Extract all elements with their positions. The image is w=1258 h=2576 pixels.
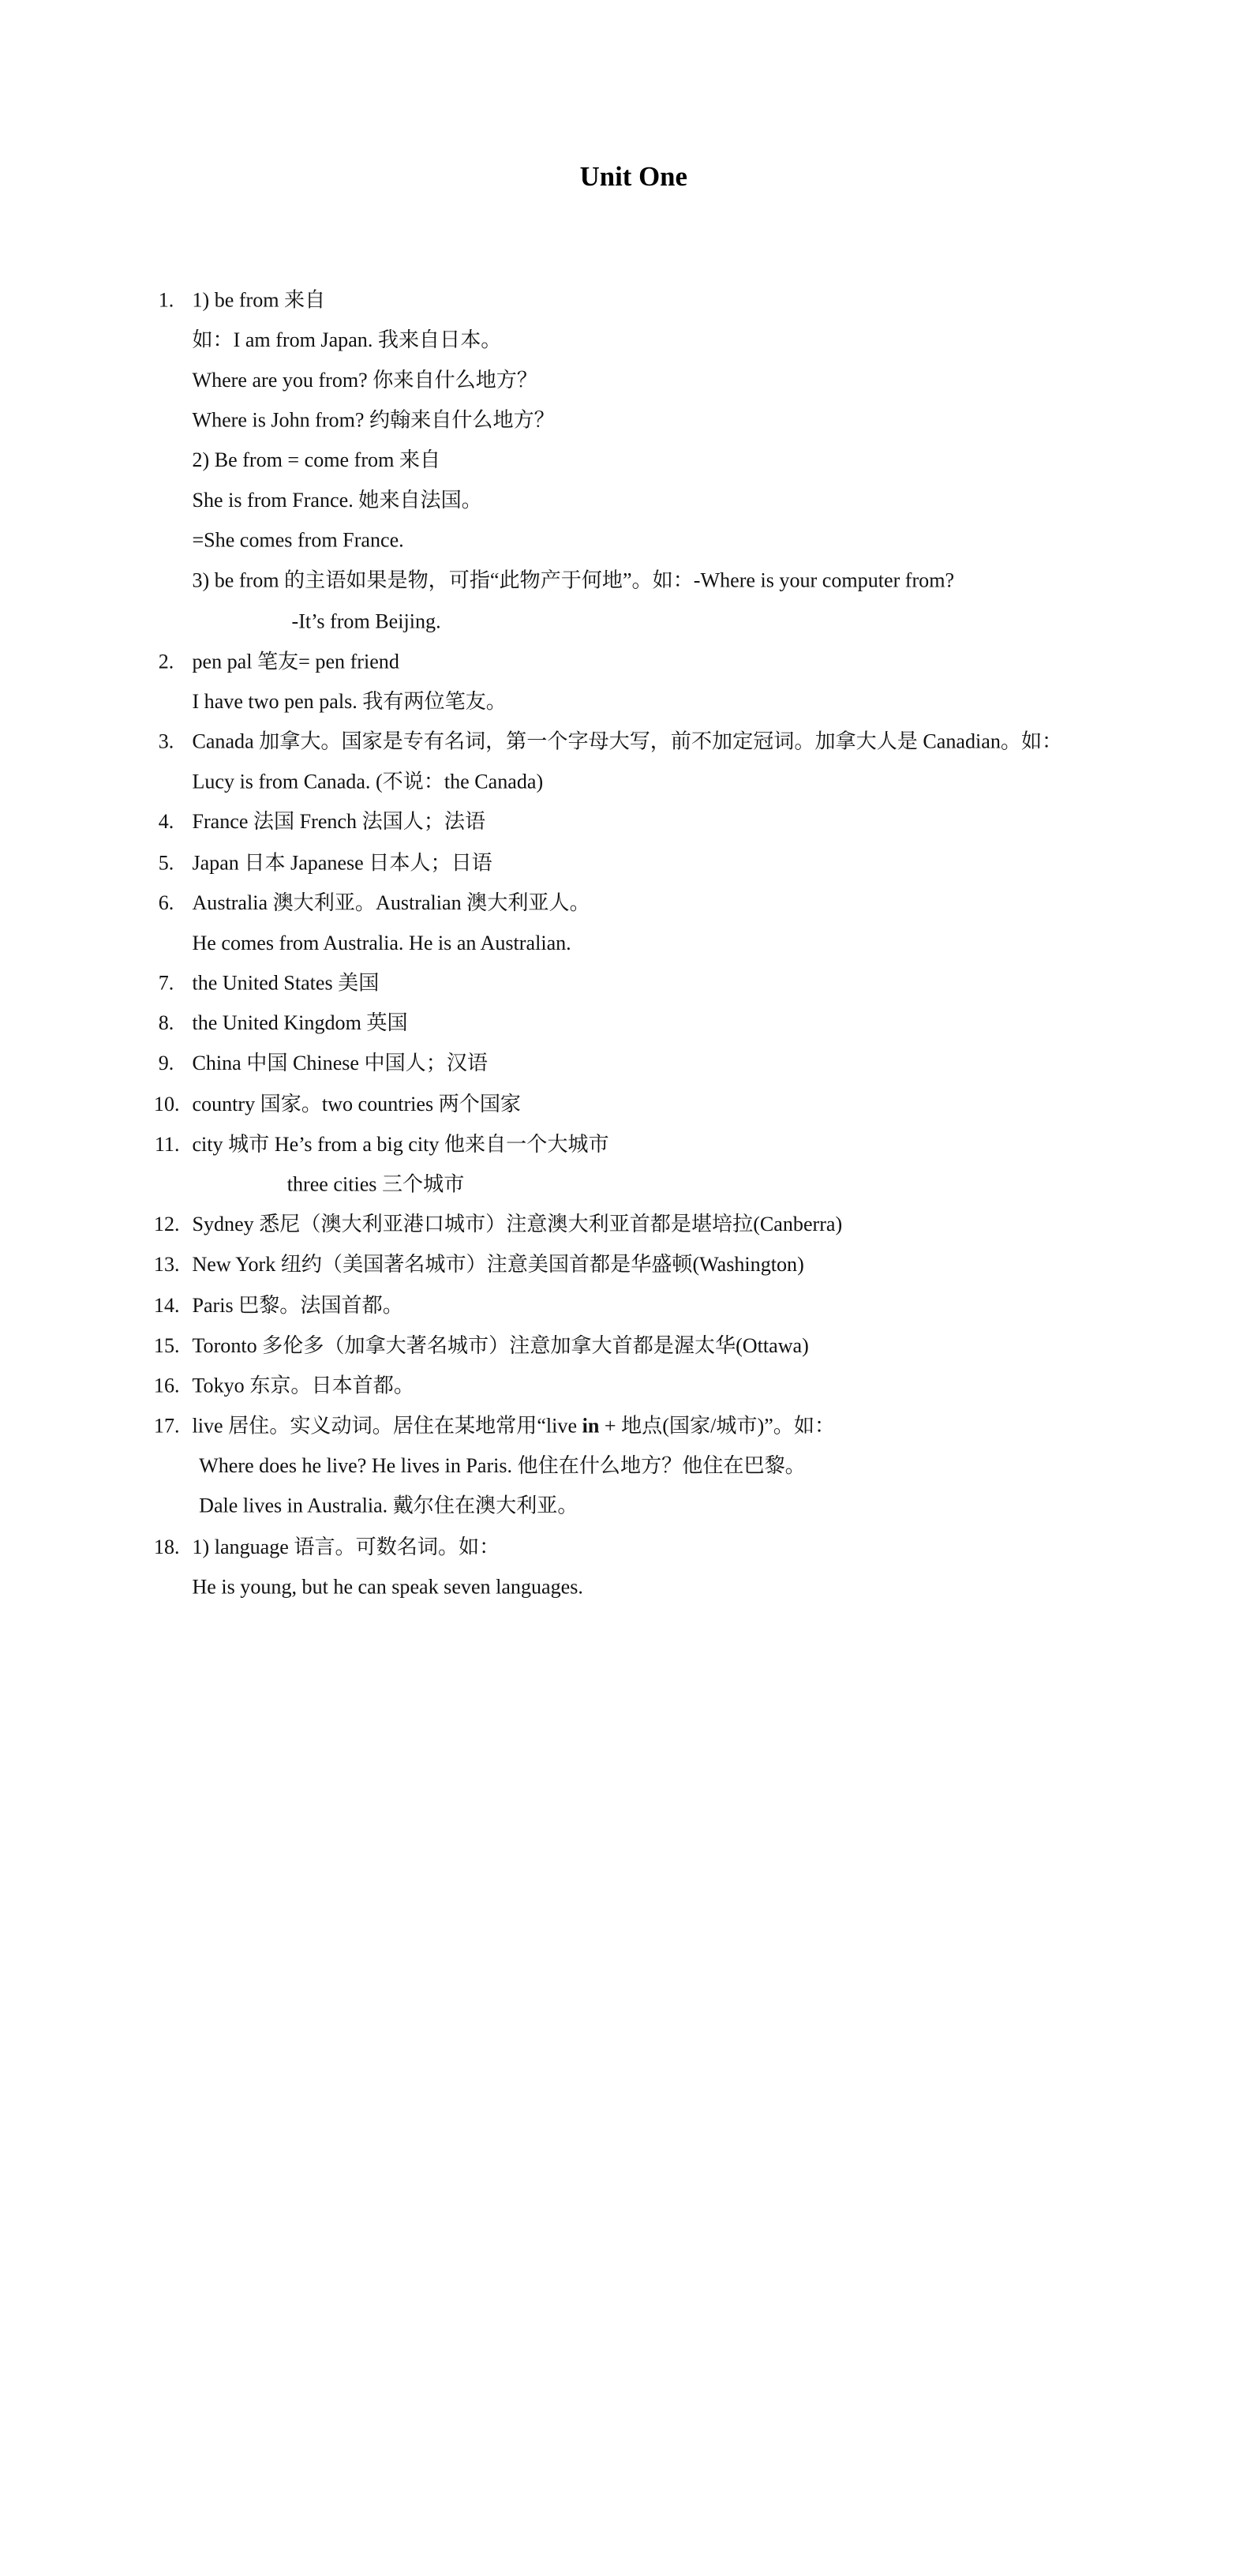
item-line: He comes from Australia. He is an Australian.: [192, 931, 571, 954]
item-number: 1.: [158, 288, 174, 312]
item-line: Tokyo 东京。日本首都。: [192, 1374, 414, 1397]
item-number: 16.: [153, 1374, 180, 1397]
item-number: 3.: [158, 729, 174, 753]
item-line: pen pal 笔友= pen friend: [192, 650, 399, 673]
item-line: Lucy is from Canada. (不说：the Canada): [192, 770, 544, 793]
item-line: 2) Be from = come from 来自: [192, 448, 441, 472]
item-line: Where are you from? 你来自什么地方？: [192, 368, 537, 392]
item-number: 7.: [158, 971, 174, 995]
item-number: 8.: [158, 1011, 174, 1034]
item-line: France 法国 French 法国人；法语: [192, 809, 486, 833]
item-line: 3) be from 的主语如果是物，可指“此物产于何地”。如：-Where is your computer from?: [192, 568, 955, 592]
item-line: Sydney 悉尼（澳大利亚港口城市）注意澳大利亚首都是堪培拉(Canberra): [192, 1213, 843, 1236]
item-line: Canada 加拿大。国家是专有名词，第一个字母大写，前不加定冠词。加拿大人是 Canadian。如：: [192, 729, 1063, 753]
item-line: Dale lives in Australia. 戴尔住在澳大利亚。: [199, 1494, 578, 1517]
item-line-bold: in: [582, 1414, 600, 1438]
item-number: 17.: [153, 1414, 180, 1438]
item-number: 12.: [153, 1213, 180, 1236]
item-line: city 城市 He’s from a big city 他来自一个大城市: [192, 1132, 609, 1156]
item-line: He is young, but he can speak seven languages.: [192, 1575, 583, 1599]
item-number: 14.: [153, 1293, 180, 1317]
item-line: Toronto 多伦多（加拿大著名城市）注意加拿大首都是渥太华(Ottawa): [192, 1333, 809, 1357]
item-line-part: + 地点(国家/城市)”。如：: [599, 1414, 836, 1438]
item-line: =She comes from France.: [192, 528, 404, 552]
item-line: She is from France. 她来自法国。: [192, 488, 482, 512]
item-line: 如：I am from Japan. 我来自日本。: [192, 328, 502, 351]
item-line: three cities 三个城市: [286, 1172, 465, 1196]
item-number: 10.: [153, 1092, 180, 1116]
page-title: Unit One: [579, 162, 687, 193]
item-number: 11.: [154, 1132, 180, 1156]
item-number: 15.: [153, 1333, 180, 1357]
item-line: Australia 澳大利亚。Australian 澳大利亚人。: [192, 891, 590, 914]
item-line: Japan 日本 Japanese 日本人；日语: [192, 851, 492, 875]
item-line: Where does he live? He lives in Paris. 他住在什么地方？他住在巴黎。: [199, 1453, 806, 1477]
item-line: New York 纽约（美国著名城市）注意美国首都是华盛顿(Washington): [192, 1252, 804, 1276]
item-number: 13.: [153, 1252, 180, 1276]
item-line: I have two pen pals. 我有两位笔友。: [192, 689, 507, 713]
item-line: 1) be from 来自: [192, 288, 326, 312]
item-line: China 中国 Chinese 中国人；汉语: [192, 1051, 489, 1074]
item-line: the United Kingdom 英国: [192, 1011, 408, 1034]
item-number: 5.: [158, 851, 174, 875]
item-number: 6.: [158, 891, 174, 914]
item-number: 18.: [153, 1535, 180, 1558]
item-line: the United States 美国: [192, 971, 380, 995]
item-line: [192, 1413, 835, 1438]
item-line: 1) language 语言。可数名词。如：: [192, 1535, 500, 1558]
item-number: 9.: [158, 1051, 174, 1074]
item-line: Paris 巴黎。法国首都。: [192, 1293, 403, 1317]
item-number: 4.: [158, 809, 174, 833]
item-line: Where is John from? 约翰来自什么地方？: [192, 408, 555, 432]
item-line: country 国家。two countries 两个国家: [192, 1092, 522, 1116]
item-number: 2.: [158, 650, 174, 673]
item-line-part: live 居住。实义动词。居住在某地常用“live: [192, 1414, 582, 1438]
item-line: -It’s from Beijing.: [291, 609, 441, 633]
